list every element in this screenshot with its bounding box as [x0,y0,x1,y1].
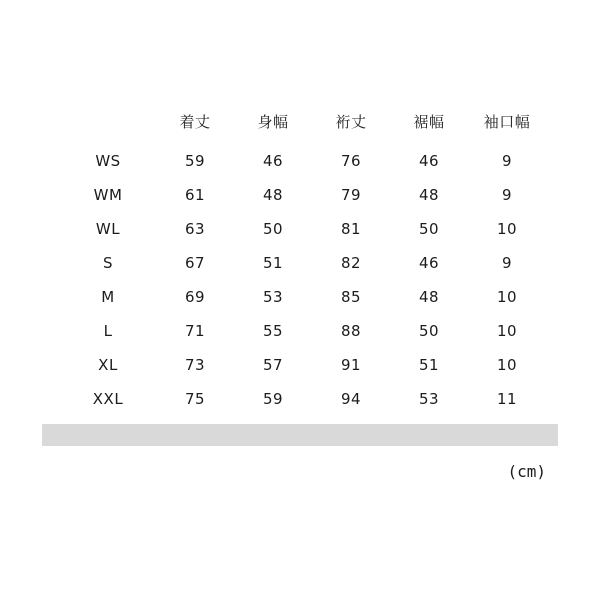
separator-band [42,424,558,446]
table-header [60,100,546,144]
cell-value: 81 [340,220,362,238]
cell-value: 71 [184,322,206,340]
row-header-size: S [102,254,114,272]
table-row [60,280,546,314]
column-header-yukitake: 裄丈 [335,113,367,131]
table-header-row [60,100,546,144]
cell-value: 50 [262,220,284,238]
table-row [60,212,546,246]
cell-value: 88 [340,322,362,340]
cell-value: 59 [262,390,284,408]
cell-value: 46 [418,152,440,170]
cell-value: 9 [501,254,513,272]
cell-value: 76 [340,152,362,170]
table-body [60,144,546,416]
row-header-size: WL [95,220,121,238]
cell-value: 55 [262,322,284,340]
column-header-mihaba: 身幅 [257,113,289,131]
cell-value: 67 [184,254,206,272]
cell-value: 94 [340,390,362,408]
cell-value: 91 [340,356,362,374]
cell-value: 10 [496,220,518,238]
cell-value: 46 [262,152,284,170]
table-row [60,348,546,382]
column-header-susohaba: 裾幅 [413,113,445,131]
cell-value: 53 [262,288,284,306]
cell-value: 59 [184,152,206,170]
cell-value: 51 [262,254,284,272]
column-header-kitake: 着丈 [179,113,211,131]
table-row [60,382,546,416]
left-margin [0,0,14,600]
cell-value: 48 [418,288,440,306]
cell-value: 46 [418,254,440,272]
cell-value: 48 [262,186,284,204]
cell-value: 57 [262,356,284,374]
row-header-size: XL [98,356,118,374]
cell-value: 73 [184,356,206,374]
row-header-size: XXL [92,390,124,408]
unit-note: (cm) [507,462,546,481]
size-table [60,100,546,416]
cell-value: 75 [184,390,206,408]
row-header-size: WS [95,152,121,170]
table-row [60,144,546,178]
cell-value: 63 [184,220,206,238]
cell-value: 10 [496,356,518,374]
cell-value: 50 [418,322,440,340]
table-row [60,246,546,280]
cell-value: 9 [501,152,513,170]
row-header-size: L [103,322,113,340]
right-margin [586,0,600,600]
cell-value: 50 [418,220,440,238]
cell-value: 69 [184,288,206,306]
cell-value: 79 [340,186,362,204]
cell-value: 11 [496,390,518,408]
row-header-size: M [101,288,115,306]
column-header-sodeguchihaba: 袖口幅 [483,113,531,131]
table-corner-cell [60,100,156,144]
cell-value: 10 [496,288,518,306]
cell-value: 82 [340,254,362,272]
cell-value: 53 [418,390,440,408]
cell-value: 10 [496,322,518,340]
table-row [60,178,546,212]
row-header-size: WM [93,186,123,204]
cell-value: 9 [501,186,513,204]
cell-value: 85 [340,288,362,306]
cell-value: 48 [418,186,440,204]
cell-value: 51 [418,356,440,374]
cell-value: 61 [184,186,206,204]
table-row [60,314,546,348]
